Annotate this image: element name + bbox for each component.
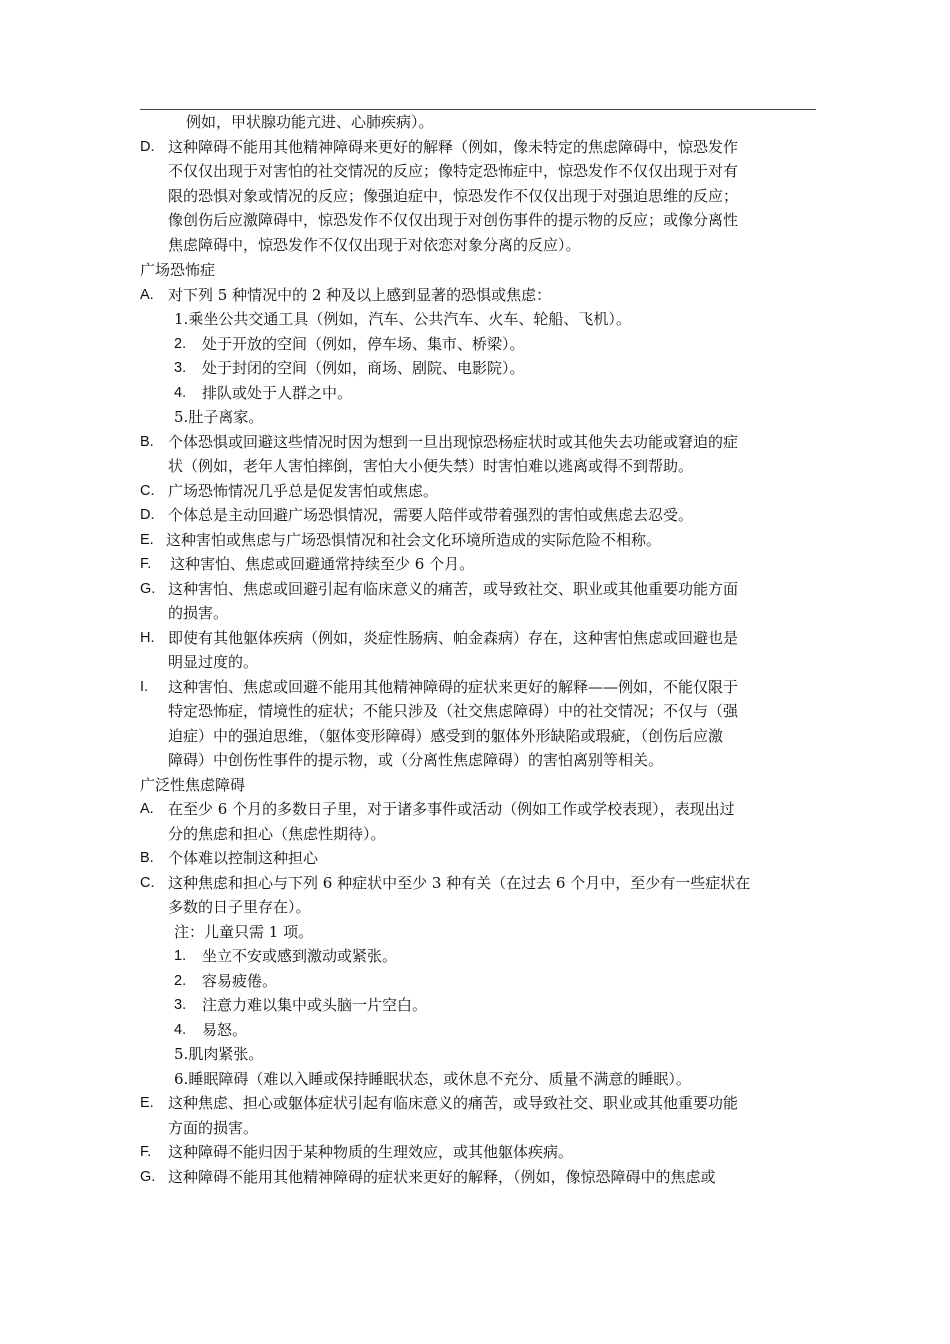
agoraphobia-sub-item-2 [140,332,816,357]
sub-item-number: 2. [174,972,187,989]
criterion-text: 这种障碍不能归因于某种物质的生理效应，或其他躯体疾病。 [168,1143,574,1161]
criterion-line: 障碍）中创伤性事件的提示物，或（分离性焦虑障碍）的害怕离别等相关。 [168,751,664,769]
agoraphobia-criterion-e [140,528,816,553]
sub-item-number: 3. [174,997,187,1013]
gad-criterion-c [140,871,816,920]
criterion-line: 迫症）中的强迫思维，（躯体变形障碍）感受到的躯体外形缺陷或瑕疵，（创伤后应激 [168,726,724,745]
continuation-line: 例如，甲状腺功能亢进、心肺疾病）。 [186,113,434,131]
criterion-text: 这种障碍不能用其他精神障碍的症状来更好的解释，（例如，像惊恐障碍中的焦虑或 [168,1167,716,1186]
criterion-marker: B. [140,433,154,450]
sub-item-text: 6.睡眠障碍（难以入睡或保持睡眠状态，或休息不充分、质量不满意的睡眠）。 [174,1069,691,1088]
panic-criterion-d [140,135,816,258]
criterion-line: 状（例如，老年人害怕摔倒，害怕大小便失禁）时害怕难以逃离或得不到帮助。 [168,457,694,475]
criterion-marker: I. [140,678,149,695]
sub-item-number: 1. [174,948,187,964]
criterion-line: 方面的损害。 [168,1118,259,1137]
criterion-line: 这种焦虑、担心或躯体症状引起有临床意义的痛苦，或导致社交、职业或其他重要功能 [168,1094,739,1112]
sub-item-text: 1.乘坐公共交通工具（例如，汽车、公共汽车、火车、轮船、飞机）。 [174,310,631,328]
criterion-line: 这种焦虑和担心与下列 6 种症状中至少 3 种有关（在过去 6 个月中，至少有一些症状在 [168,873,751,892]
criterion-marker: E. [140,1095,154,1111]
criterion-marker: F. [140,1144,152,1160]
agoraphobia-criterion-f [140,552,816,577]
criterion-marker: A. [140,801,154,817]
criterion-marker: E. [140,531,154,548]
criterion-line: 多数的日子里存在）。 [168,898,311,916]
agoraphobia-sub-item-3 [140,356,816,381]
gad-sub-item-5 [140,1042,816,1067]
criterion-marker: G. [140,1168,156,1185]
criterion-marker: D. [140,507,155,523]
gad-criterion-a [140,797,816,846]
sub-item-text: 5.肌肉紧张。 [174,1045,264,1063]
gad-criterion-b [140,846,816,871]
agoraphobia-criterion-a [140,283,816,308]
sub-item-text: 易怒。 [202,1020,248,1039]
criterion-marker: G. [140,580,156,597]
section-title-agoraphobia: 广场恐怖症 [140,261,216,279]
gad-criterion-f [140,1140,816,1165]
criterion-line: 在至少 6 个月的多数日子里，对于诸多事件或活动（例如工作或学校表现），表现出过 [168,800,735,818]
agoraphobia-criterion-h [140,626,816,675]
agoraphobia-sub-item-1 [140,307,816,332]
criterion-line: 即使有其他躯体疾病（例如，炎症性肠病、帕金森病）存在，这种害怕焦虑或回避也是 [168,628,739,647]
criterion-line: 个体恐惧或回避这些情况时因为想到一旦出现惊恐杨症状时或其他失去功能或窘迫的症 [168,432,739,451]
criterion-marker: A. [140,286,154,303]
agoraphobia-criterion-d [140,503,816,528]
criterion-marker: C. [140,482,155,499]
criterion-line: 像创伤后应激障碍中，惊恐发作不仅仅出现于对创伤事件的提示物的反应；或像分离性 [168,211,739,229]
criterion-line: 这种害怕、焦虑或回避不能用其他精神障碍的症状来更好的解释——例如，不能仅限于 [168,677,739,696]
gad-sub-item-2 [140,969,816,994]
criterion-line: 这种障碍不能用其他精神障碍来更好的解释（例如，像未特定的焦虑障碍中，惊恐发作 [168,137,739,156]
criterion-line: 焦虑障碍中，惊恐发作不仅仅出现于对依恋对象分离的反应）。 [168,235,581,254]
gad-sub-item-1 [140,944,816,969]
sub-item-text: 注意力难以集中或头脑一片空白。 [202,996,428,1014]
agoraphobia-criterion-g [140,577,816,626]
agoraphobia-criterion-b [140,430,816,479]
criterion-marker: B. [140,850,154,866]
gad-criterion-g [140,1165,816,1190]
agoraphobia-sub-item-4 [140,381,816,406]
criterion-line: 明显过度的。 [168,653,259,671]
document-body [140,110,816,1189]
gad-sub-item-4 [140,1018,816,1043]
criterion-line: 限的恐惧对象或情况的反应；像强迫症中，惊恐发作不仅仅出现于对强迫思维的反应； [168,186,739,205]
criterion-line: 不仅仅出现于对害怕的社交情况的反应；像特定恐怖症中，惊恐发作不仅仅出现于对有 [168,162,739,180]
sub-item-text: 处于封闭的空间（例如，商场、剧院、电影院）。 [202,359,525,377]
criterion-text: 对下列 5 种情况中的 2 种及以上感到显著的恐惧或焦虑： [168,285,552,304]
sub-item-number: 4. [174,1021,187,1038]
gad-note: 注：儿童只需 1 项。 [174,922,314,941]
agoraphobia-criterion-i [140,675,816,773]
sub-item-text: 排队或处于人群之中。 [202,383,353,402]
criterion-text: 个体难以控制这种担心 [168,849,319,867]
criterion-line: 的损害。 [168,604,229,622]
criterion-text: 这种害怕或焦虑与广场恐惧情况和社会文化环境所造成的实际危险不相称。 [166,530,662,549]
criterion-marker: F. [140,556,152,572]
sub-item-text: 处于开放的空间（例如，停车场、集市、桥梁）。 [202,334,525,353]
gad-sub-item-3 [140,993,816,1018]
criterion-text: 个体总是主动回避广场恐惧情况，需要人陪伴或带着强烈的害怕或焦虑去忍受。 [168,506,694,524]
criterion-marker: H. [140,629,155,646]
criterion-text: 这种害怕、焦虑或回避通常持续至少 6 个月。 [170,555,475,573]
sub-item-text: 5.肚子离家。 [174,408,264,426]
gad-criterion-e [140,1091,816,1140]
criterion-line: 特定恐怖症，情境性的症状；不能只涉及（社交焦虑障碍）中的社交情况；不仅与（强 [168,702,739,720]
section-title-gad: 广泛性焦虑障碍 [140,775,246,794]
criterion-marker: C. [140,874,155,891]
agoraphobia-sub-item-5 [140,405,816,430]
criterion-line: 这种害怕、焦虑或回避引起有临床意义的痛苦，或导致社交、职业或其他重要功能方面 [168,579,739,598]
sub-item-text: 坐立不安或感到激动或紧张。 [202,947,398,965]
gad-sub-item-6 [140,1067,816,1092]
agoraphobia-criterion-c [140,479,816,504]
criterion-text: 广场恐怖情况几乎总是促发害怕或焦虑。 [168,481,439,500]
criterion-marker: D. [140,138,155,155]
criterion-line: 分的焦虑和担心（焦虑性期待）。 [168,824,386,843]
sub-item-number: 3. [174,360,187,376]
sub-item-text: 容易疲倦。 [202,971,278,990]
sub-item-number: 2. [174,335,187,352]
sub-item-number: 4. [174,384,187,401]
